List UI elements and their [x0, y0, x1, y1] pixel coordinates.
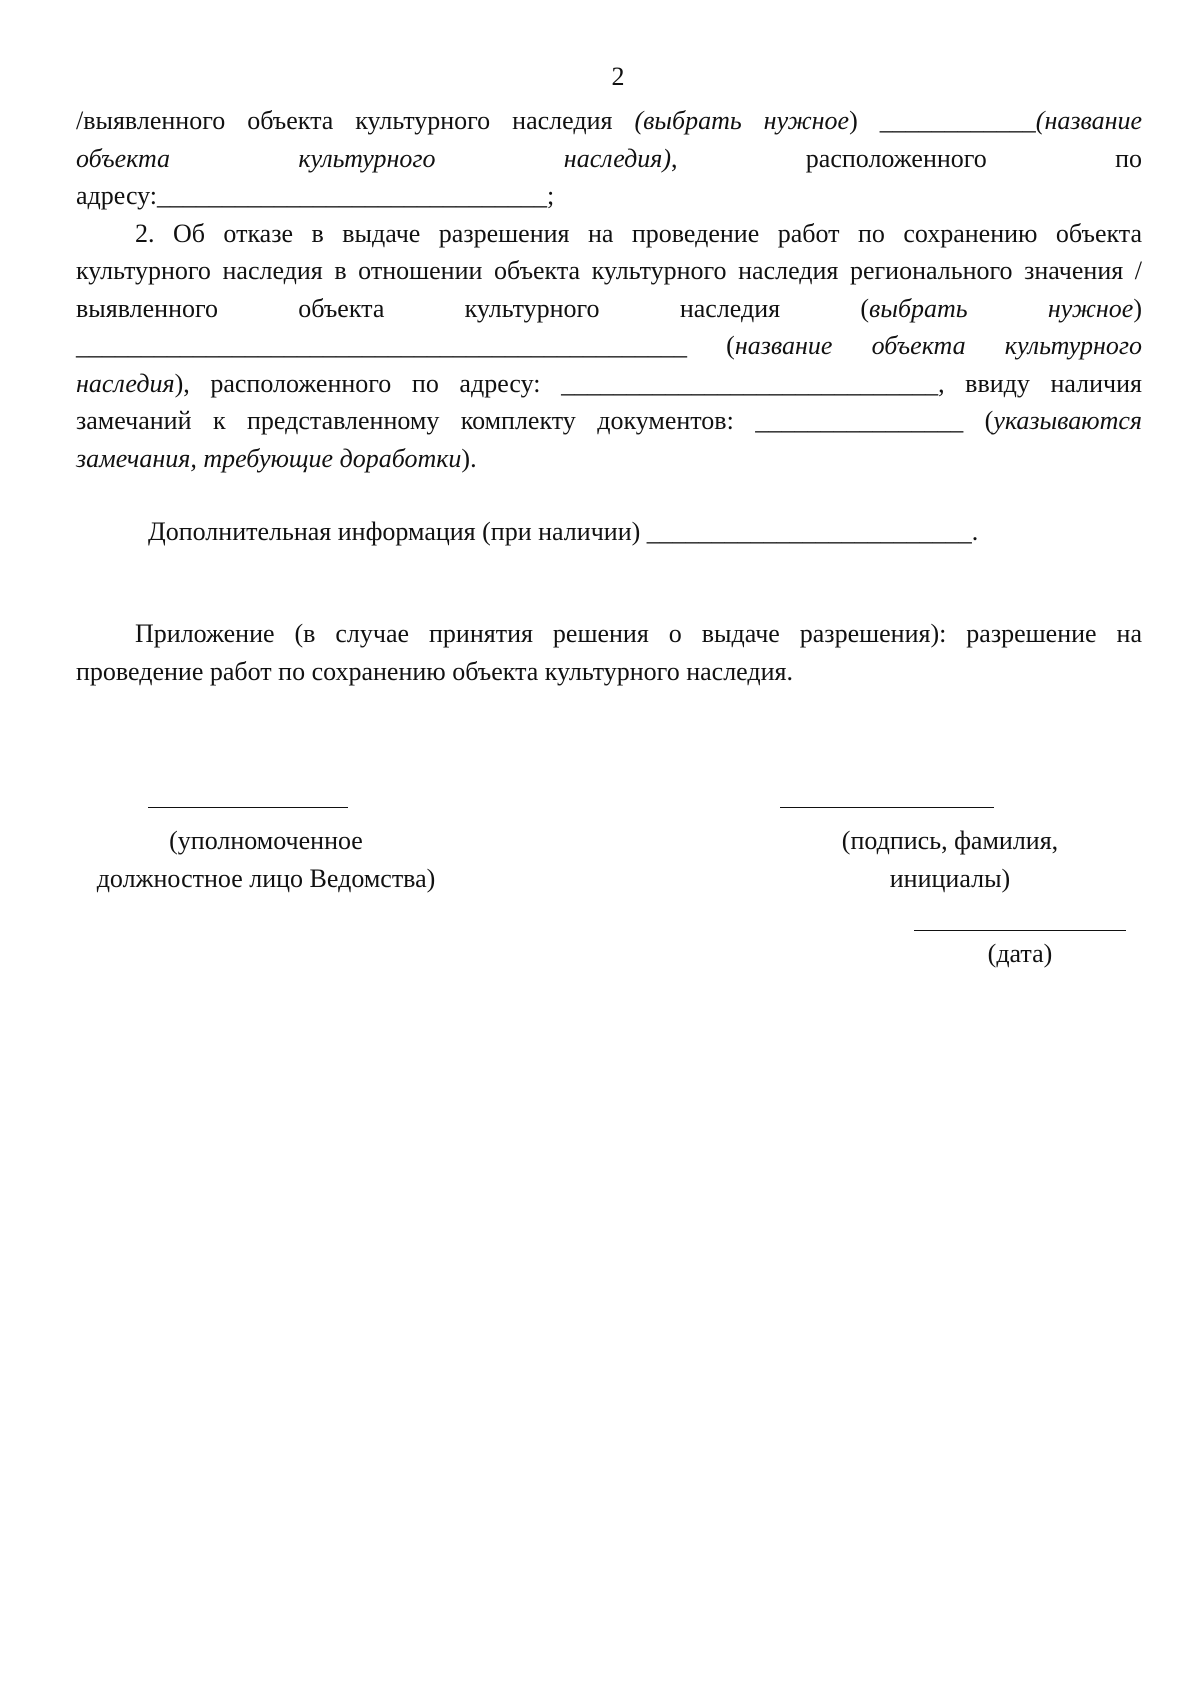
blank-refusal-address: _____________________________: [561, 368, 939, 398]
text-refusal-start: 2. Об отказе в выдаче разрешения на проведение работ по сохранению объекта культурного наследия в отношении объекта культурного наследия регионального значения /выявленного объекта культурного наследия (: [76, 218, 1142, 323]
blank-address: ______________________________: [157, 181, 548, 210]
paragraph-address: [76, 177, 1142, 215]
text-choice-italic: (выбрать нужное: [634, 106, 850, 135]
official-signature-line: [148, 807, 348, 808]
appendix-text: Приложение (в случае принятия решения о выдаче разрешения): разрешение на проведение работ по сохранению объекта культурного наследия.: [76, 619, 1142, 686]
paragraph-refusal: [76, 215, 1142, 478]
text-refusal-after-name: ), расположенного по адресу:: [174, 368, 562, 398]
text-remarks-italic: указываются замечания, требующие доработки: [76, 406, 1142, 473]
additional-info: [148, 513, 978, 551]
signature-line: [780, 807, 994, 808]
paragraph-object-description: [76, 102, 1142, 177]
text-address-end: ;: [547, 181, 555, 210]
text-choice-close: ): [849, 106, 858, 135]
additional-info-end: .: [971, 517, 979, 546]
blank-object-name: ____________: [879, 106, 1036, 135]
text-object-line1: /выявленного объекта культурного наследия: [76, 106, 613, 135]
main-body: [76, 102, 1142, 477]
official-caption-line2: должностное лицо Ведомства): [96, 863, 436, 893]
text-refusal-choice-close: ): [1133, 293, 1142, 323]
text-refusal-choice-italic: выбрать нужное: [869, 293, 1134, 323]
text-address-label: адресу:: [76, 181, 158, 210]
blank-refusal-remarks: ________________: [755, 406, 964, 435]
text-refusal-after-address: , ввиду наличия замечаний к представленному комплекту документов:: [76, 368, 1143, 435]
text-refusal-name-open: (: [687, 331, 735, 360]
signature-caption-line1: (подпись, фамилия,: [841, 826, 1059, 855]
page-number: 2: [611, 62, 625, 91]
text-remarks-open: (: [984, 406, 994, 435]
official-caption: [76, 822, 456, 897]
text-located: , расположенного по: [671, 143, 1142, 173]
signature-caption-line2: инициалы): [889, 863, 1011, 893]
official-caption-line1: (уполномоченное: [169, 826, 363, 855]
appendix-section: [76, 615, 1142, 690]
text-object-name-hint: (название объекта культурного наследия): [76, 106, 1143, 173]
date-line: [914, 930, 1126, 931]
text-remarks-close: ).: [461, 443, 477, 473]
blank-refusal-object: _______________________________________________: [76, 331, 687, 360]
additional-info-blank: _________________________: [646, 517, 972, 546]
signature-caption: [800, 822, 1100, 897]
text-refusal-name-italic: название объекта культурного наследия: [76, 331, 1142, 398]
additional-info-label: Дополнительная информация (при наличии): [148, 517, 641, 546]
date-caption: (дата): [987, 939, 1053, 968]
